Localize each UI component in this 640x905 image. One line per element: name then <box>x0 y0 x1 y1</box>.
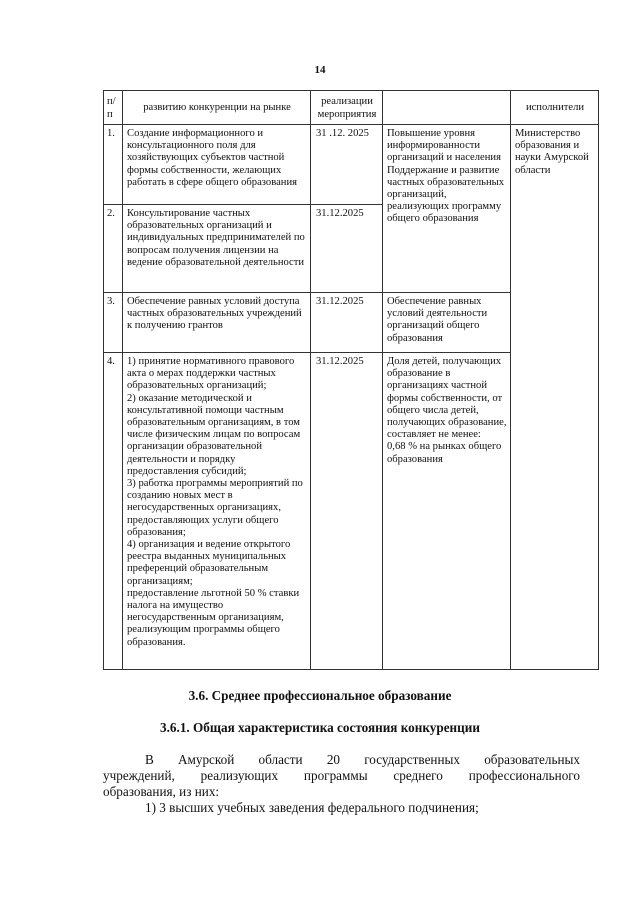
row-date: 31 .12. 2025 <box>311 125 383 205</box>
row-date: 31.12.2025 <box>311 293 383 353</box>
row-num: 3. <box>104 293 123 353</box>
competition-measures-table <box>103 90 599 670</box>
row-result-merged <box>383 125 511 293</box>
result-line: Повышение уровня информированности организаций и населения <box>387 128 501 164</box>
word: 20 <box>326 752 340 767</box>
word: среднего <box>393 768 443 783</box>
page-number: 14 <box>314 64 326 76</box>
row-result <box>383 353 511 670</box>
action-line: предоставление льготной 50 % ставки налога на имущество негосударственным организациям, реализующим программы общего образования. <box>127 587 300 648</box>
word: образовательных <box>484 752 580 767</box>
header-action: развитию конкуренции на рынке <box>123 91 311 125</box>
action-line: 4) организация и ведение открытого реестра выданных муниципальных преференций образовательным организациям; <box>127 539 291 587</box>
header-result <box>383 91 511 125</box>
table-row <box>104 125 599 205</box>
row-executor-merged: Министерство образования и науки Амурской области <box>511 125 599 670</box>
result-line: Поддержание и развитие частных образовательных организаций, реализующих программу общего образования <box>387 164 505 225</box>
word: учреждений, <box>103 768 175 783</box>
paragraph-line-3: образования, из них: <box>103 784 220 799</box>
section-heading: 3.6. Среднее профессиональное образование <box>188 688 452 703</box>
row-action: Консультирование частных образовательных организаций и индивидуальных предпринимателей по вопросам получения лицензии на ведение образовательной деятельности <box>123 205 311 293</box>
word: реализующих <box>200 768 279 783</box>
row-num: 1. <box>104 125 123 205</box>
row-action: Обеспечение равных условий доступа частных образовательных учреждений к получению грантов <box>123 293 311 353</box>
row-action: Создание информационного и консультационного поля для хозяйствующих субъектов частной формы собственности, желающих работать в сфере общего образования <box>123 125 311 205</box>
result-line: 0,68 % на рынках общего образования <box>387 441 502 465</box>
row-date: 31.12.2025 <box>311 205 383 293</box>
paragraph-line-2 <box>103 768 580 784</box>
paragraph-line-1 <box>103 752 580 768</box>
word: государственных <box>364 752 460 767</box>
word: области <box>258 752 303 767</box>
result-line: Доля детей, получающих образование в организациях частной формы собственности, от общего числа детей, получающих образование, составляет не менее: <box>387 356 507 441</box>
action-line: 1) принятие нормативного правового акта о мерах поддержки частных образовательных организаций; <box>127 356 295 392</box>
table-header-row <box>104 91 599 125</box>
row-num: 2. <box>104 205 123 293</box>
word: В <box>145 752 154 767</box>
header-date: реализации мероприятия <box>311 91 383 125</box>
word: профессионального <box>468 768 580 783</box>
word: программы <box>303 768 368 783</box>
row-num: 4. <box>104 353 123 670</box>
action-line: 3) работка программы мероприятий по созданию новых мест в негосударственных организациях, предоставляющих услуги общего образования; <box>127 478 303 538</box>
row-result: Обеспечение равных условий деятельности организаций общего образования <box>383 293 511 353</box>
word: Амурской <box>178 752 235 767</box>
header-num: п/п <box>104 91 123 125</box>
row-action <box>123 353 311 670</box>
row-date: 31.12.2025 <box>311 353 383 670</box>
paragraph <box>103 752 580 816</box>
action-line: 2) оказание методической и консультативной помощи частным образовательным организациям, в том числе физическим лицам по вопросам организации образовательной деятельности и порядку предоставления субсидий; <box>127 392 301 477</box>
list-item: 1) 3 высших учебных заведения федерального подчинения; <box>145 800 479 815</box>
section-subheading: 3.6.1. Общая характеристика состояния конкуренции <box>160 720 480 735</box>
header-executor: исполнители <box>511 91 599 125</box>
